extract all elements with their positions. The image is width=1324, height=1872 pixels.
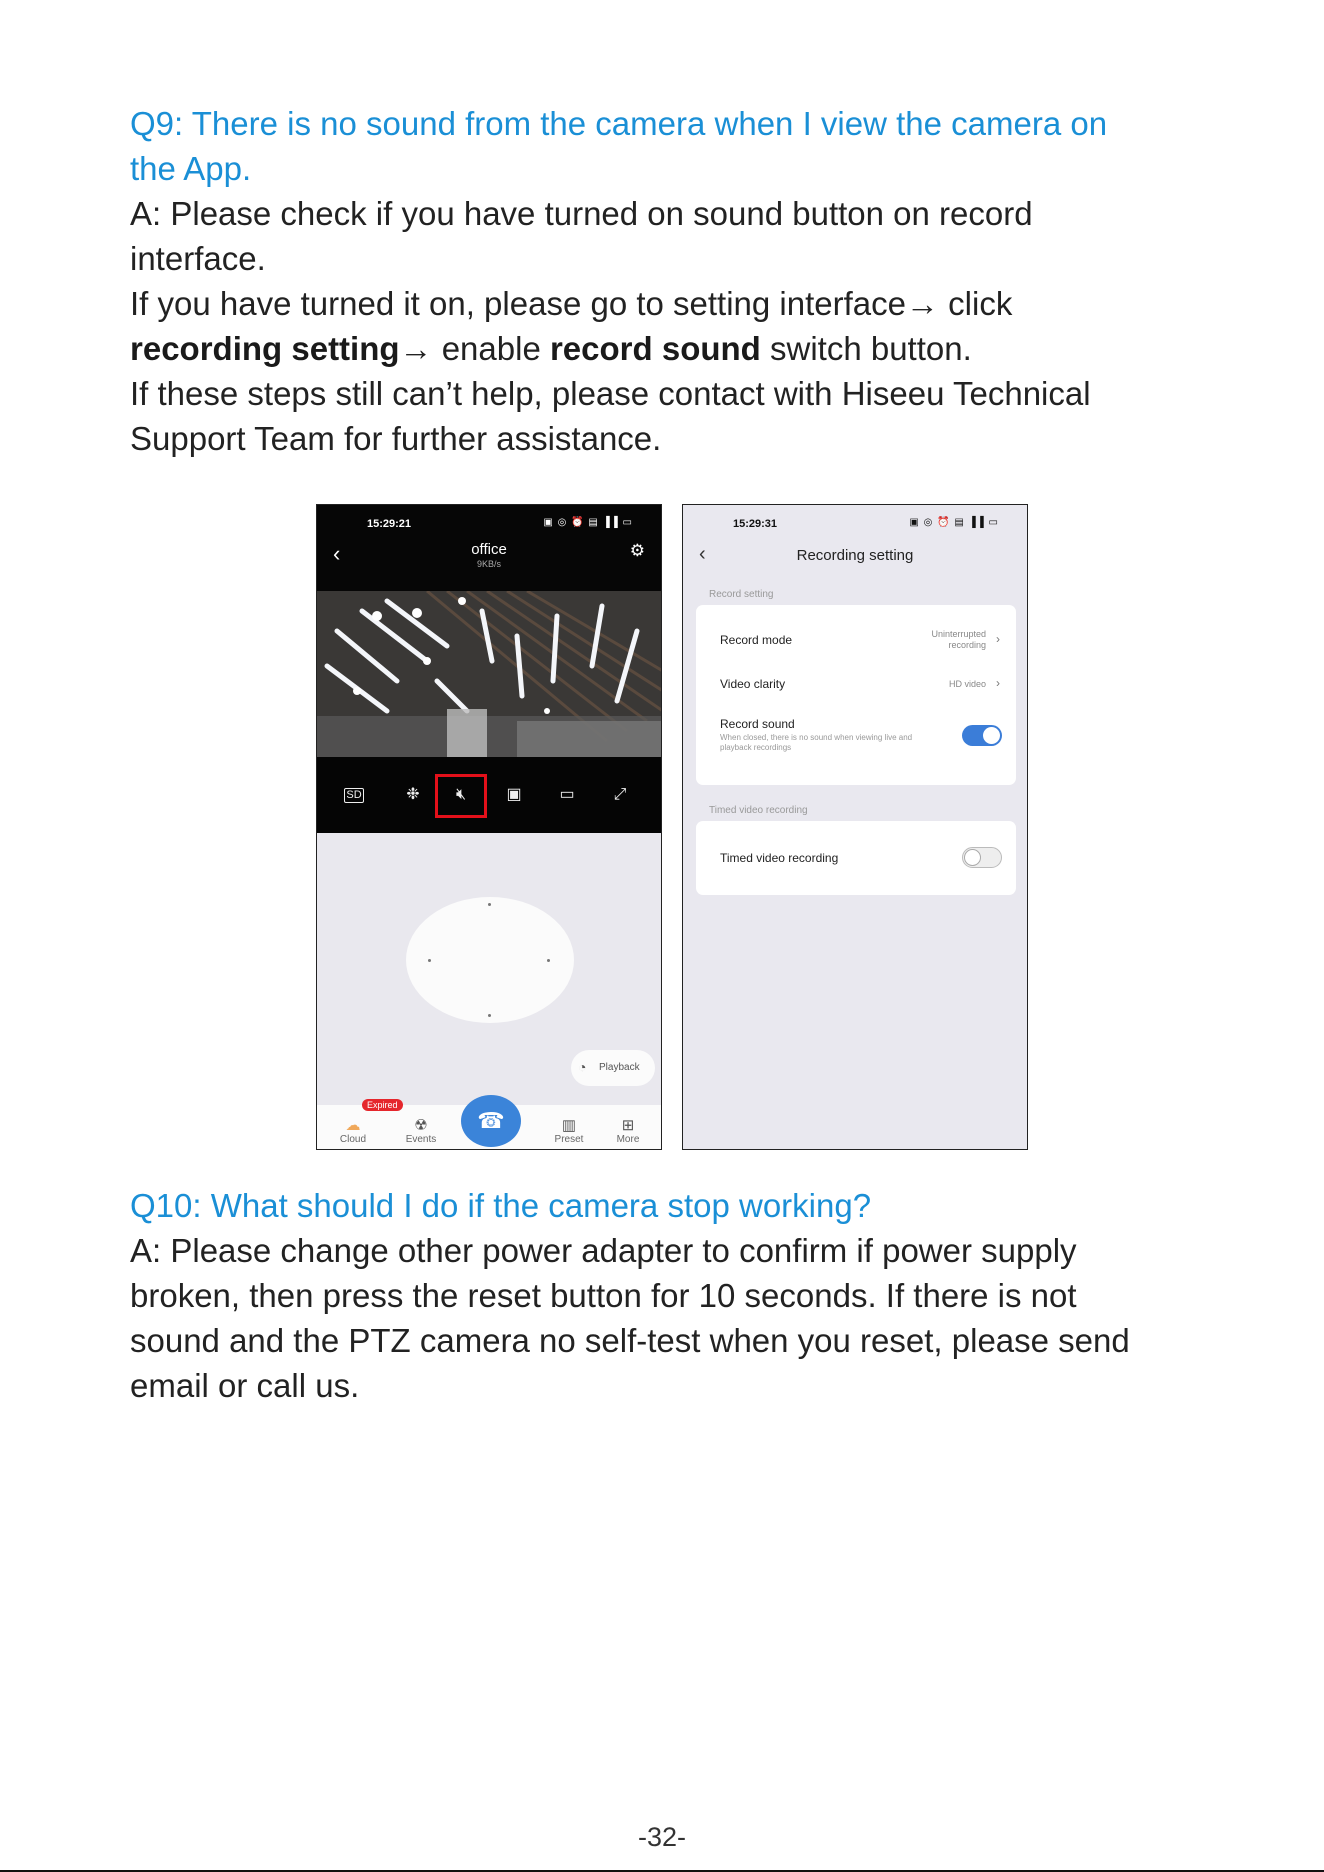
q9-answer-line2: interface. [130, 240, 266, 277]
answer-line4-mid: → enable [399, 330, 550, 367]
nav-events-label: Events [405, 1134, 437, 1145]
joystick-down-dot [488, 1014, 491, 1017]
nav-cloud[interactable] [328, 1116, 378, 1145]
q9-answer-line4 [130, 326, 1210, 371]
q10-title: Q10: What should I do if the camera stop working? [130, 1187, 872, 1224]
bitrate: 9KB/s [476, 559, 501, 569]
nav-more-label: More [616, 1134, 640, 1145]
section-record-setting: Record setting [709, 589, 774, 600]
back-icon[interactable]: ‹ [333, 541, 341, 566]
camera-name: office [471, 541, 507, 558]
chevron-right-icon: › [996, 676, 1000, 690]
live-view-screenshot [316, 504, 662, 1150]
timed-recording-card [696, 821, 1016, 895]
alarm-icon: ☢ [414, 1117, 428, 1134]
live-view-header [317, 505, 661, 591]
map-icon: ▥ [561, 1117, 577, 1134]
video-clarity-label: Video clarity [720, 677, 786, 691]
record-mode-label: Record mode [720, 633, 793, 647]
record-video-icon[interactable]: ▭ [559, 786, 575, 803]
expired-badge: Expired [362, 1099, 403, 1111]
page-number: -32- [637, 1822, 686, 1852]
light-bulb-icon[interactable]: ❉ [406, 786, 420, 803]
status-icons: ▣ ◎ ⏰ ▤ ▐▐ ▭ [909, 517, 999, 528]
live-toolbar [317, 757, 661, 833]
status-time: 15:29:21 [367, 518, 412, 530]
record-sound-toggle[interactable] [962, 725, 1002, 746]
joystick-left-dot [428, 959, 431, 962]
record-mode-value-2: recording [948, 640, 986, 650]
q9-title-line1: Q9: There is no sound from the camera when I view the camera on [130, 105, 1108, 142]
ceiling-lights-image [317, 591, 661, 757]
record-setting-card [696, 605, 1016, 785]
screen-title: Recording setting [796, 547, 914, 564]
video-clarity-value: HD video [948, 679, 986, 689]
nav-preset[interactable] [544, 1116, 594, 1145]
joystick-up-dot [488, 903, 491, 906]
section-timed-recording: Timed video recording [709, 805, 808, 816]
record-mode-value [931, 629, 986, 651]
record-sound-description: When closed, there is no sound when viewing live and playback recordings [720, 733, 913, 752]
mute-highlight-box [435, 774, 487, 818]
record-mode-value-1: Uninterrupted [931, 629, 986, 639]
q10-answer-line3: sound and the PTZ camera no self-test when you reset, please send [130, 1322, 1130, 1359]
gear-icon[interactable]: ⚙ [629, 541, 645, 560]
timed-recording-label: Timed video recording [720, 851, 839, 865]
playback-label: Playback [599, 1062, 640, 1073]
toggle-knob [964, 849, 981, 866]
recording-setting-bold: recording setting [130, 330, 400, 367]
mute-speaker-icon[interactable]: 🔇︎ [455, 786, 467, 803]
chevron-right-icon: › [996, 632, 1000, 646]
ptz-joystick[interactable] [406, 897, 574, 1023]
record-sound-label: Record sound [720, 717, 795, 731]
toggle-knob [983, 727, 1000, 744]
status-icons: ▣ ◎ ⏰ ▤ ▐▐ ▭ [543, 517, 633, 528]
q9-title-line2: the App. [130, 150, 252, 187]
q9-answer-line3: If you have turned it on, please go to setting interface→ click [130, 285, 1013, 322]
timed-recording-toggle[interactable] [962, 847, 1002, 868]
call-button[interactable] [461, 1095, 521, 1147]
phone-icon: ☎ [477, 1108, 505, 1133]
grid-icon: ⊞ [621, 1117, 635, 1134]
nav-more[interactable] [603, 1116, 653, 1145]
nav-preset-label: Preset [554, 1134, 584, 1145]
nav-events[interactable] [396, 1116, 446, 1145]
fullscreen-icon[interactable]: ⤢ [613, 786, 627, 803]
cloud-icon: ☁ [345, 1117, 361, 1134]
camera-video-feed [317, 591, 661, 757]
q10-answer-line2: broken, then press the reset button for 10 seconds. If there is not [130, 1277, 1077, 1314]
camera-snapshot-icon[interactable]: ▣ [506, 786, 522, 803]
q10-answer-line4: email or call us. [130, 1367, 360, 1404]
record-sound-bold: record sound [549, 330, 761, 367]
q9-answer-line6: Support Team for further assistance. [130, 420, 662, 457]
status-time: 15:29:31 [733, 518, 778, 530]
joystick-right-dot [547, 959, 550, 962]
playback-icon: ◔ [578, 1059, 587, 1075]
q9-answer-line1: A: Please check if you have turned on sound button on record [130, 195, 1033, 232]
back-icon[interactable]: ‹ [699, 543, 706, 565]
recording-setting-screenshot [682, 504, 1028, 1150]
sd-icon[interactable]: SD [344, 788, 364, 803]
playback-button[interactable] [571, 1050, 655, 1086]
answer-line4-end: switch button. [760, 330, 972, 367]
nav-cloud-label: Cloud [339, 1134, 367, 1145]
q10-answer-line1: A: Please change other power adapter to confirm if power supply [130, 1232, 1077, 1269]
q9-answer-line5: If these steps still can’t help, please contact with Hiseeu Technical [130, 375, 1091, 412]
